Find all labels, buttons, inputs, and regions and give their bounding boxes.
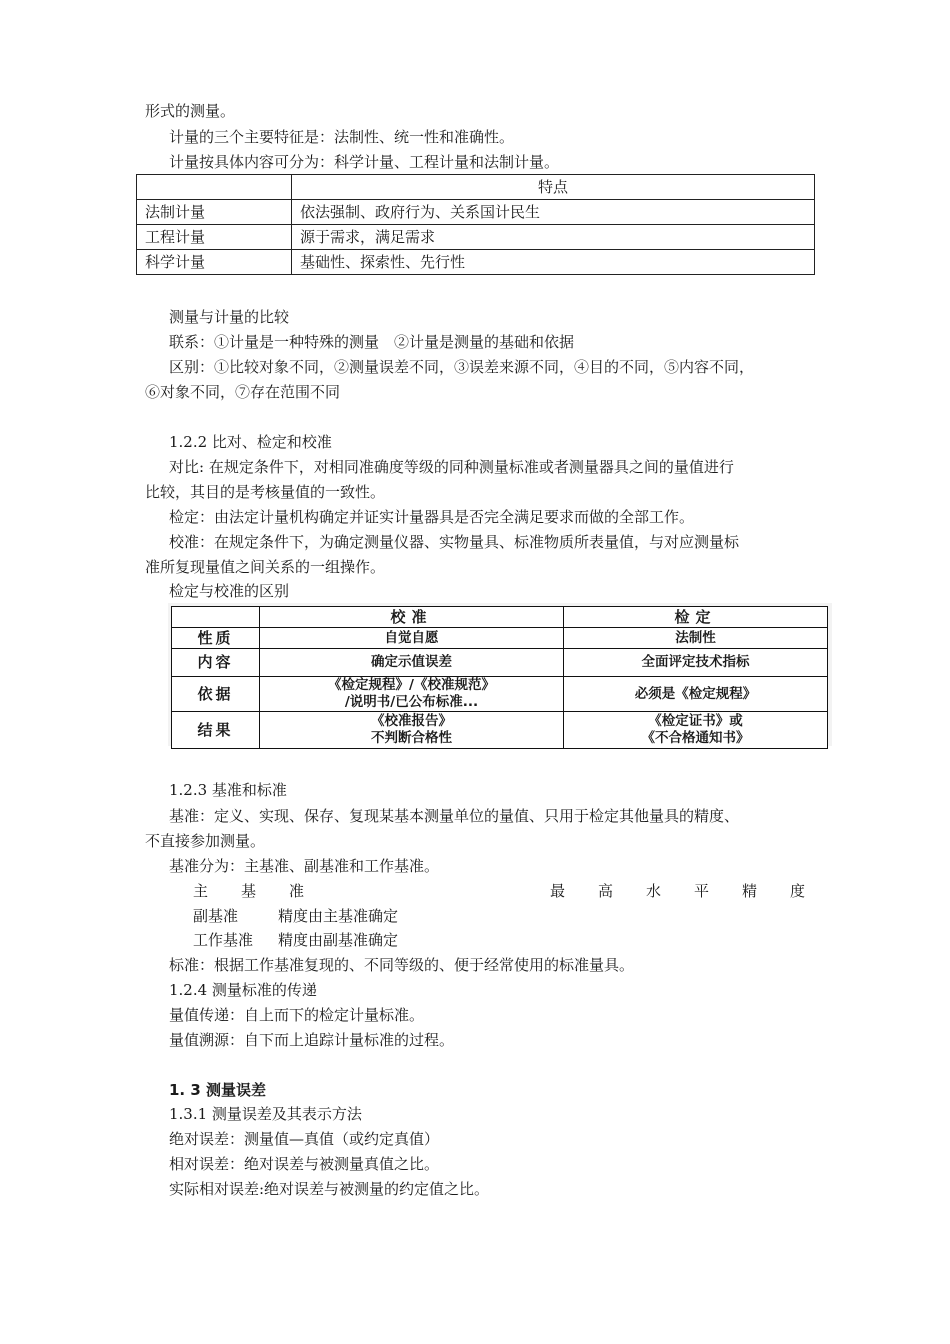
table-header-cell: 检定 — [564, 607, 828, 628]
paragraph: 检定与校准的区别 — [169, 582, 290, 600]
table-cell — [137, 175, 292, 200]
paragraph: 检定：由法定计量机构确定并证实计量器具是否完全满足要求而做的全部工作。 — [169, 508, 695, 526]
paragraph: 测量与计量的比较 — [169, 308, 290, 326]
table-cell: 法制计量 — [137, 200, 292, 225]
tier-name: 副基准 — [193, 907, 239, 925]
spread-char: 度 — [789, 882, 805, 900]
section-heading: 1.2.3 基准和标准 — [169, 781, 287, 799]
paragraph: 量值溯源：自下而上追踪计量标准的过程。 — [169, 1031, 455, 1049]
table-cell: 源于需求，满足需求 — [292, 225, 815, 250]
metrology-types-table — [136, 174, 815, 275]
tier-name: 工作基准 — [193, 931, 254, 949]
cell-line: 《校准报告》 — [371, 713, 452, 729]
table-header-cell: 特点 — [292, 175, 815, 200]
table-cell: 基础性、探索性、先行性 — [292, 250, 815, 275]
table-row — [137, 200, 815, 225]
table-cell: 全面评定技术指标 — [564, 649, 828, 677]
paragraph: 绝对误差：测量值—真值（或约定真值） — [169, 1130, 440, 1148]
spread-char: 最 — [549, 882, 565, 900]
paragraph: 不直接参加测量。 — [145, 832, 266, 850]
spacer — [337, 881, 517, 901]
table-row — [172, 649, 828, 677]
spread-char: 基 — [241, 882, 257, 900]
paragraph: 实际相对误差:绝对误差与被测量的约定值之比。 — [169, 1180, 490, 1198]
table-cell: 自觉自愿 — [260, 628, 564, 649]
table-cell: 科学计量 — [137, 250, 292, 275]
row-label: 性质 — [172, 628, 260, 649]
spread-char: 准 — [289, 882, 305, 900]
cell-line: 《不合格通知书》 — [641, 730, 750, 746]
paragraph: 区别：①比较对象不同，②测量误差不同，③误差来源不同，④目的不同，⑤内容不同， — [169, 358, 755, 376]
table-row — [137, 225, 815, 250]
table-header-cell: 校准 — [260, 607, 564, 628]
paragraph: 计量按具体内容可分为：科学计量、工程计量和法制计量。 — [169, 153, 560, 171]
paragraph: 对比: 在规定条件下，对相同准确度等级的同种测量标准或者测量器具之间的量值进行 — [169, 458, 734, 476]
primary-standard-line — [193, 881, 805, 901]
paragraph: 校准：在规定条件下，为确定测量仪器、实物量具、标准物质所表量值，与对应测量标 — [169, 533, 740, 551]
row-label: 内容 — [172, 649, 260, 677]
paragraph: 标准：根据工作基准复现的、不同等级的、便于经常使用的标准量具。 — [169, 956, 635, 974]
table-cell: 法制性 — [564, 628, 828, 649]
cell-line: 《检定证书》或 — [648, 713, 743, 729]
section-heading: 1.2.2 比对、检定和校准 — [169, 433, 332, 451]
spread-char: 高 — [597, 882, 613, 900]
table-header-row — [172, 607, 828, 628]
table-cell — [260, 677, 564, 712]
paragraph: 比较，其目的是考核量值的一致性。 — [145, 483, 386, 501]
table-row — [172, 677, 828, 712]
section-heading: 1.3.1 测量误差及其表示方法 — [169, 1105, 362, 1123]
paragraph: ⑥对象不同，⑦存在范围不同 — [145, 383, 341, 401]
table-row — [172, 628, 828, 649]
section-heading: 1. 3 测量误差 — [169, 1081, 267, 1099]
paragraph: 基准：定义、实现、保存、复现某基本测量单位的量值、只用于检定其他量具的精度、 — [169, 807, 740, 825]
cell-line: 不判断合格性 — [371, 730, 452, 746]
table-cell: 必须是《检定规程》 — [564, 677, 828, 712]
paragraph: 基准分为：主基准、副基准和工作基准。 — [169, 857, 440, 875]
tier-desc: 精度由主基准确定 — [278, 907, 399, 925]
calibration-verification-table — [171, 606, 828, 749]
paragraph: 准所复现量值之间关系的一组操作。 — [145, 558, 386, 576]
table-cell — [172, 607, 260, 628]
paragraph: 形式的测量。 — [145, 102, 236, 120]
spread-char: 平 — [693, 882, 709, 900]
spread-char: 主 — [193, 882, 209, 900]
calibration-verification-image — [168, 603, 832, 746]
row-label: 结果 — [172, 712, 260, 749]
paragraph: 联系：①计量是一种特殊的测量 ②计量是测量的基础和依据 — [169, 333, 575, 351]
table-cell: 依法强制、政府行为、关系国计民生 — [292, 200, 815, 225]
paragraph: 量值传递：自上而下的检定计量标准。 — [169, 1006, 425, 1024]
table-cell: 工程计量 — [137, 225, 292, 250]
row-label: 依据 — [172, 677, 260, 712]
spread-char: 精 — [741, 882, 757, 900]
cell-line: 《检定规程》/《校准规范》 — [328, 677, 495, 693]
tier-desc: 精度由副基准确定 — [278, 931, 399, 949]
paragraph: 计量的三个主要特征是：法制性、统一性和准确性。 — [169, 128, 515, 146]
paragraph: 相对误差：绝对误差与被测量真值之比。 — [169, 1155, 440, 1173]
spread-char: 水 — [645, 882, 661, 900]
table-header-row — [137, 175, 815, 200]
cell-line: /说明书/已公布标准... — [344, 694, 479, 710]
table-row — [172, 712, 828, 749]
table-row — [137, 250, 815, 275]
table-cell — [564, 712, 828, 749]
table-cell: 确定示值误差 — [260, 649, 564, 677]
table-cell — [260, 712, 564, 749]
section-heading: 1.2.4 测量标准的传递 — [169, 981, 317, 999]
